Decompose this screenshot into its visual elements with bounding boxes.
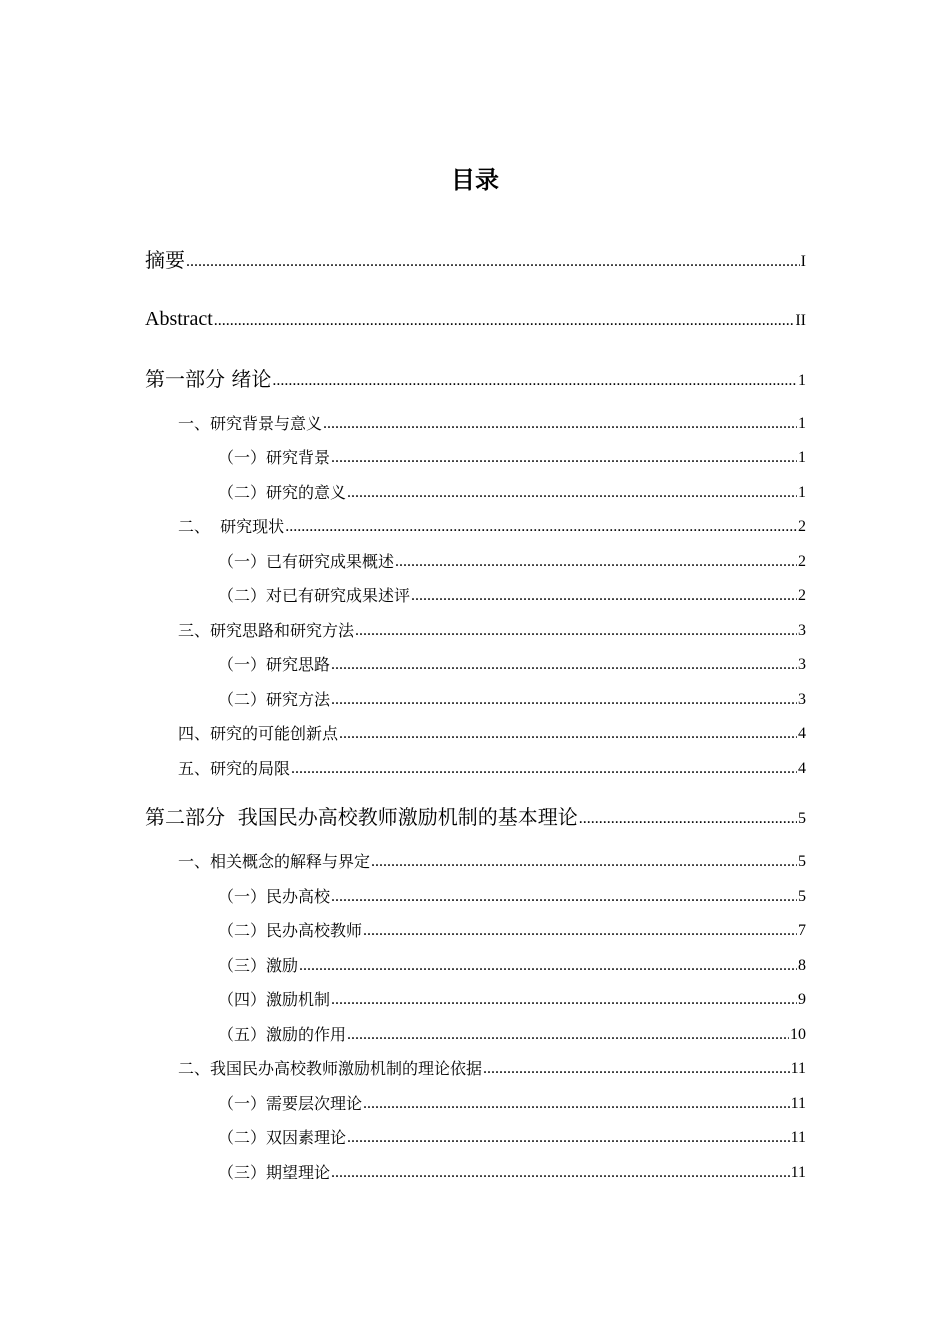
toc-entry-subsection: [218, 919, 806, 943]
toc-entry-page: 7: [798, 922, 806, 939]
toc-entry-label: （二）研究方法: [218, 690, 331, 709]
toc-entry-subsection: [218, 481, 806, 505]
toc-entry-page: 8: [798, 957, 806, 974]
dot-leader: [363, 919, 797, 943]
toc-entry-subsection: [218, 446, 806, 470]
toc-entry-label: （三）激励: [218, 956, 299, 975]
toc-entry-label: （一）研究背景: [218, 448, 331, 467]
toc-entry-subsection: [218, 1023, 806, 1047]
toc-entry-page: II: [795, 312, 806, 329]
dot-leader: [291, 757, 797, 781]
toc-entry-page: 4: [798, 725, 806, 742]
toc-entry-page: 1: [798, 415, 806, 432]
toc-entry-subsection: [218, 1126, 806, 1150]
toc-entry-label: 二、 研究现状: [178, 517, 285, 536]
toc-entry-page: 5: [798, 853, 806, 870]
dot-leader: [331, 688, 797, 712]
toc-entry-section: [178, 619, 806, 643]
toc-entry-page: 5: [798, 888, 806, 905]
dot-leader: [186, 250, 800, 274]
dot-leader: [347, 481, 797, 505]
toc-entry-subsection: [218, 653, 806, 677]
toc-entry-label: （二）民办高校教师: [218, 921, 363, 940]
toc-entry-section: [178, 850, 806, 874]
dot-leader: [347, 1023, 789, 1047]
toc-entry-label: （二）对已有研究成果述评: [218, 586, 411, 605]
dot-leader: [331, 653, 797, 677]
toc-entry-page: 1: [798, 484, 806, 501]
toc-entry-label: （一）研究思路: [218, 655, 331, 674]
toc-entry-page: 4: [798, 760, 806, 777]
toc-entry-subsection: [218, 885, 806, 909]
toc-entry-label: （三）期望理论: [218, 1163, 331, 1182]
dot-leader: [339, 722, 797, 746]
dot-leader: [579, 807, 797, 831]
dot-leader: [347, 1126, 790, 1150]
toc-entry-page: 9: [798, 991, 806, 1008]
toc-entry-label: （一）民办高校: [218, 887, 331, 906]
toc-entry-label: 一、相关概念的解释与界定: [178, 852, 371, 871]
toc-entry-section: [178, 757, 806, 781]
dot-leader: [331, 988, 797, 1012]
dot-leader: [299, 954, 797, 978]
dot-leader: [285, 515, 797, 539]
dot-leader: [483, 1057, 790, 1081]
toc-title: 目录: [451, 166, 499, 194]
toc-entry-abstract-en: [145, 305, 806, 333]
toc-entry-page: 11: [790, 1129, 806, 1146]
toc-entry-label: （一）需要层次理论: [218, 1094, 363, 1113]
toc-entry-label: （四）激励机制: [218, 990, 331, 1009]
toc-entry-page: 3: [798, 691, 806, 708]
toc-entry-label: （一）已有研究成果概述: [218, 552, 395, 571]
toc-entry-label: 摘要: [145, 248, 185, 272]
toc-entry-label: （五）激励的作用: [218, 1025, 347, 1044]
dot-leader: [272, 369, 797, 393]
dot-leader: [214, 309, 795, 333]
toc-entry-section: [178, 722, 806, 746]
toc-entry-label: 三、研究思路和研究方法: [178, 621, 355, 640]
dot-leader: [411, 584, 797, 608]
toc-entry-label: （二）研究的意义: [218, 483, 347, 502]
toc-entry-page: 10: [790, 1026, 806, 1043]
toc-entry-page: 11: [790, 1095, 806, 1112]
toc-entry-page: 2: [798, 587, 806, 604]
toc-entry-subsection: [218, 584, 806, 608]
toc-entry-label: 第一部分 绪论: [145, 367, 272, 391]
dot-leader: [363, 1092, 790, 1116]
dot-leader: [355, 619, 797, 643]
toc-entry-label: 二、我国民办高校教师激励机制的理论依据: [178, 1059, 483, 1078]
toc-entry-part-2: [145, 803, 806, 831]
dot-leader: [371, 850, 797, 874]
toc-entry-page: 3: [798, 656, 806, 673]
toc-entry-label: Abstract: [145, 308, 213, 330]
toc-entry-subsection: [218, 550, 806, 574]
toc-entry-page: 1: [798, 372, 806, 389]
dot-leader: [395, 550, 797, 574]
toc-entry-subsection: [218, 1161, 806, 1185]
toc-entry-label: 第二部分 我国民办高校教师激励机制的基本理论: [145, 805, 578, 829]
toc-entry-abstract-cn: [145, 246, 806, 274]
toc-entry-label: 五、研究的局限: [178, 759, 291, 778]
toc-entry-section: [178, 412, 806, 436]
toc-entry-page: 5: [798, 810, 806, 827]
toc-entry-section: [178, 515, 806, 539]
toc-entry-page: 2: [798, 518, 806, 535]
toc-entry-subsection: [218, 954, 806, 978]
toc-entry-page: I: [800, 253, 806, 270]
toc-entry-section: [178, 1057, 806, 1081]
toc-entry-page: 11: [790, 1060, 806, 1077]
toc-entry-page: 1: [798, 449, 806, 466]
toc-entry-subsection: [218, 988, 806, 1012]
dot-leader: [331, 446, 797, 470]
toc-entry-page: 3: [798, 622, 806, 639]
dot-leader: [331, 1161, 790, 1185]
toc-entry-page: 11: [790, 1164, 806, 1181]
toc-entry-label: 一、研究背景与意义: [178, 414, 323, 433]
dot-leader: [323, 412, 797, 436]
toc-entry-page: 2: [798, 553, 806, 570]
toc-entry-subsection: [218, 1092, 806, 1116]
toc-entry-label: （二）双因素理论: [218, 1128, 347, 1147]
toc-entry-label: 四、研究的可能创新点: [178, 724, 339, 743]
toc-entry-part-1: [145, 365, 806, 393]
dot-leader: [331, 885, 797, 909]
toc-entry-subsection: [218, 688, 806, 712]
